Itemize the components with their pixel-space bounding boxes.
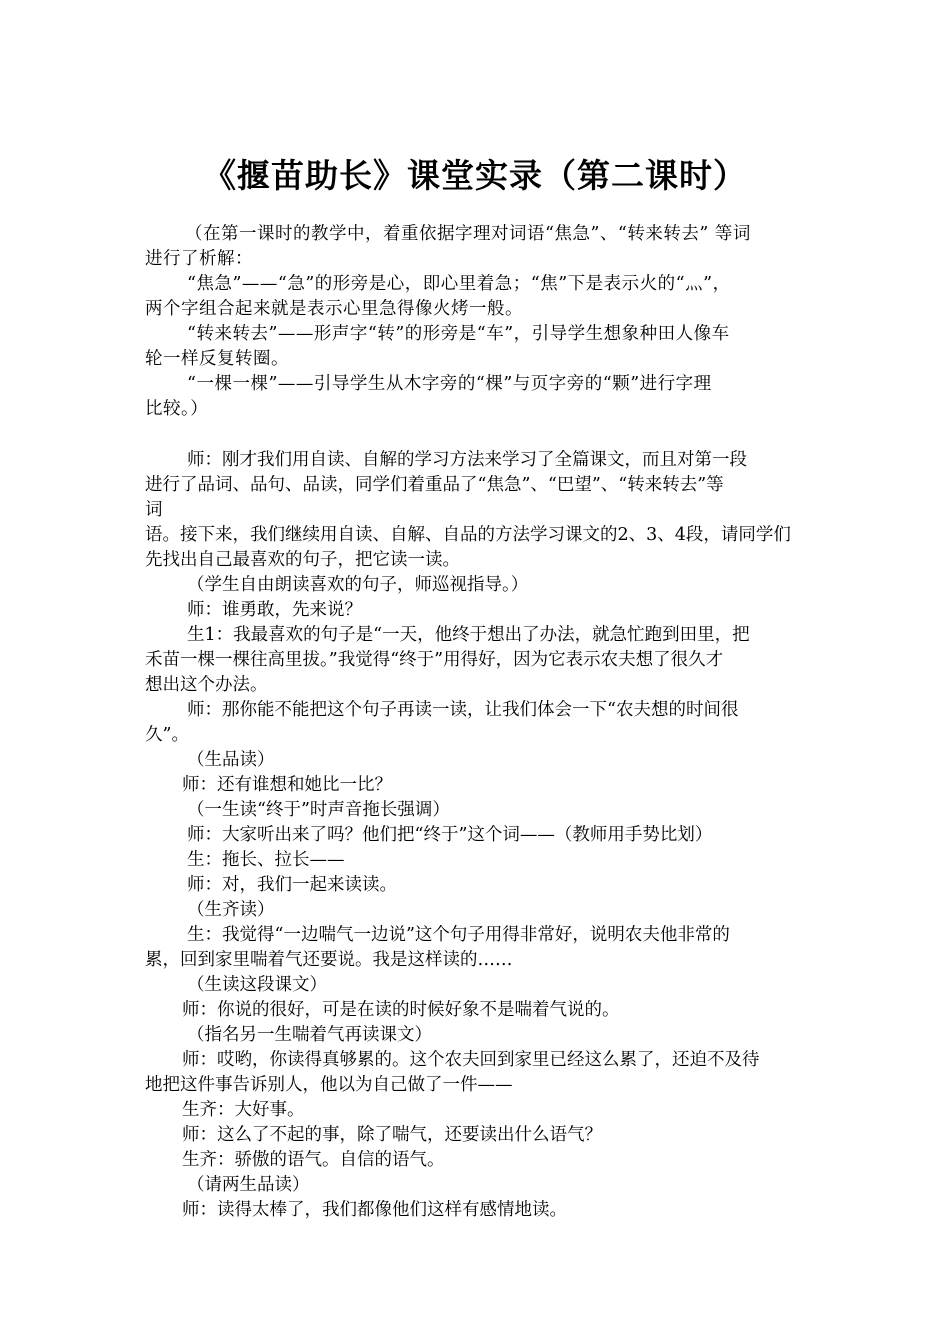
transcript-line: 师：哎哟，你读得真够累的。这个农夫回到家里已经这么累了，还迫不及待 [182, 1050, 760, 1070]
document-title: 《揠苗助长》课堂实录（第二课时） [203, 156, 747, 195]
transcript-line: 师：大家听出来了吗？他们把“终于”这个词——（教师用手势比划） [187, 825, 713, 845]
transcript-line: 先找出自己最喜欢的句子，把它读一读。 [145, 550, 460, 570]
transcript-line: 生齐：大好事。 [182, 1100, 305, 1120]
transcript-line: 想出这个办法。 [145, 675, 268, 695]
transcript-line: （生齐读） [187, 900, 275, 920]
transcript-line: 词 [145, 500, 163, 520]
intro-line: “焦急”——“急”的形旁是心，即心里着急；“焦”下是表示火的“灬”， [187, 274, 731, 294]
transcript-line: 生1：我最喜欢的句子是“一天，他终于想出了办法，就急忙跑到田里，把 [187, 625, 750, 645]
intro-line: “一棵一棵”——引导学生从木字旁的“棵”与页字旁的“颗”进行字理 [187, 374, 712, 394]
transcript-line: 累，回到家里喘着气还要说。我是这样读的…… [145, 950, 513, 970]
transcript-line: 进行了品词、品句、品读，同学们着重品了“焦急”、“巴望”、“转来转去”等 [145, 475, 724, 495]
transcript-line: 师：谁勇敢，先来说？ [187, 600, 362, 620]
intro-line: “转来转去”——形声字“转”的形旁是“车”，引导学生想象种田人像车 [187, 324, 730, 344]
transcript-line: 师：还有谁想和她比一比？ [182, 775, 392, 795]
intro-line: 比较。） [145, 399, 209, 419]
transcript-line: （指名另一生喘着气再读课文） [187, 1025, 432, 1045]
transcript-line: （请两生品读） [187, 1175, 310, 1195]
transcript-line: （学生自由朗读喜欢的句子，师巡视指导。） [187, 575, 529, 595]
transcript-line: 生齐：骄傲的语气。自信的语气。 [182, 1150, 445, 1170]
transcript-line: 久”。 [145, 725, 189, 745]
intro-line: 轮一样反复转圈。 [145, 349, 289, 369]
transcript-line: 师：你说的很好，可是在读的时候好象不是喘着气说的。 [182, 1000, 620, 1020]
transcript-line: 生：我觉得“一边喘气一边说”这个句子用得非常好，说明农夫他非常的 [187, 925, 730, 945]
transcript-line: 师：对，我们一起来读读。 [187, 875, 397, 895]
transcript-line: 师：这么了不起的事，除了喘气，还要读出什么语气？ [182, 1125, 602, 1145]
intro-line: 两个字组合起来就是表示心里急得像火烤一般。 [145, 299, 523, 319]
transcript-line: 师：读得太棒了，我们都像他们这样有感情地读。 [182, 1200, 567, 1220]
transcript-line: 师：那你能不能把这个句子再读一读，让我们体会一下“农夫想的时间很 [187, 700, 739, 720]
intro-line: （在第一课时的教学中，着重依据字理对词语“焦急”、“转来转去” 等词 [185, 224, 751, 244]
transcript-line: 语。接下来，我们继续用自读、自解、自品的方法学习课文的2、3、4段，请同学们 [145, 525, 791, 545]
transcript-line: （一生读“终于”时声音拖长强调） [187, 800, 450, 820]
transcript-line: 地把这件事告诉别人，他以为自己做了一件—— [145, 1075, 513, 1095]
intro-line: 进行了析解： [145, 249, 253, 269]
transcript-line: （生品读） [187, 750, 275, 770]
transcript-line: 师：刚才我们用自读、自解的学习方法来学习了全篇课文，而且对第一段 [187, 450, 747, 470]
transcript-line: 禾苗一棵一棵往高里拔。”我觉得“终于”用得好，因为它表示农夫想了很久才 [145, 650, 724, 670]
transcript-line: （生读这段课文） [187, 975, 327, 995]
transcript-line: 生：拖长、拉长—— [187, 850, 345, 870]
